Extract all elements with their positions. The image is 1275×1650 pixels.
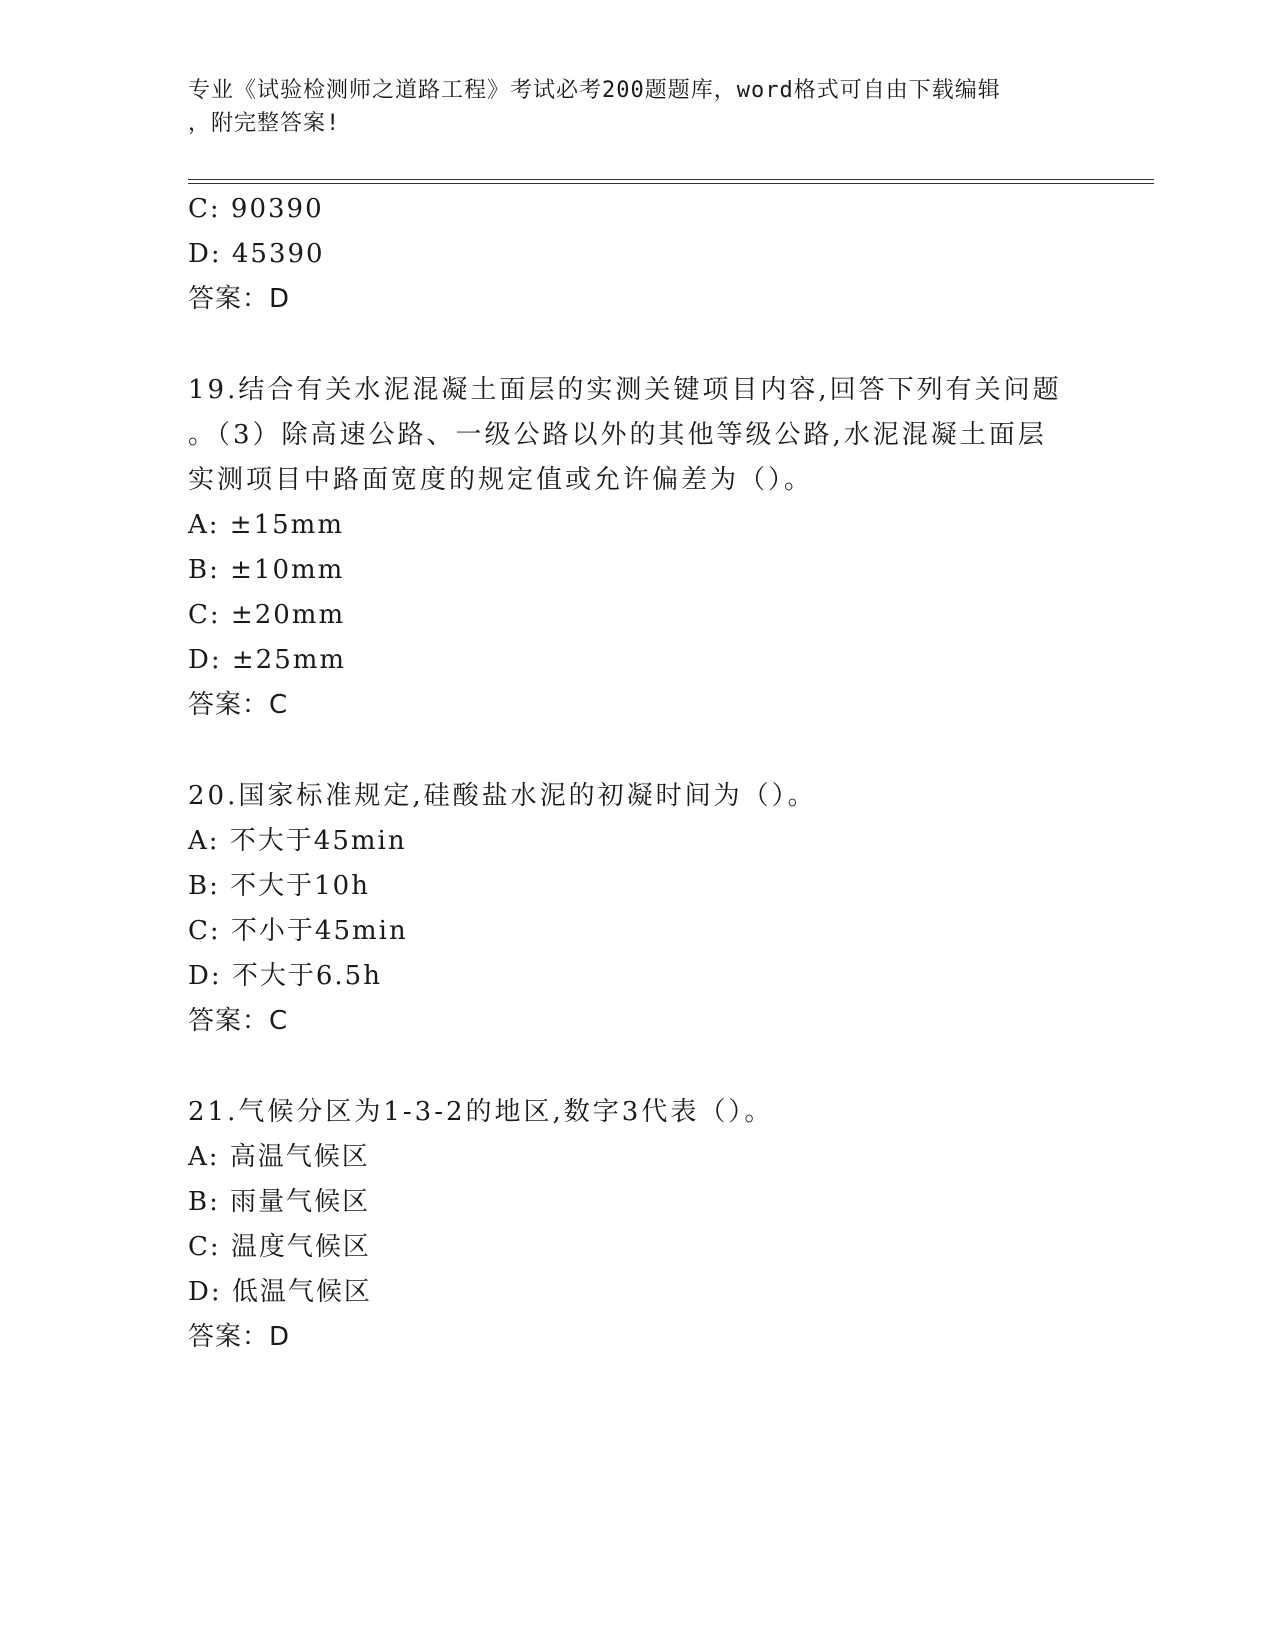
q21-option-d: D: 低温气候区	[188, 1277, 372, 1307]
q20-option-d: D: 不大于6.5h	[188, 961, 382, 991]
q21-option-c: C: 温度气候区	[188, 1232, 371, 1262]
q20-option-b: B: 不大于10h	[188, 871, 370, 901]
q20-option-a: A: 不大于45min	[188, 826, 407, 856]
header-title-line: 专业《试验检测师之道路工程》考试必考200题题库，word格式可自由下载编辑	[188, 78, 1001, 103]
q21-answer: 答案：D	[188, 1322, 291, 1352]
q19-text-line-1: 19.结合有关水泥混凝土面层的实测关键项目内容,回答下列有关问题	[188, 375, 1062, 405]
header-divider-top	[188, 179, 1154, 180]
q19-text-line-3: 实测项目中路面宽度的规定值或允许偏差为（）。	[188, 465, 814, 495]
q19-text-line-2: 。（3）除高速公路、一级公路以外的其他等级公路,水泥混凝土面层	[188, 420, 1047, 450]
q19-option-a: A: ±15mm	[188, 510, 344, 540]
q19-option-d: D: ±25mm	[188, 645, 347, 675]
q21-text-line-1: 21.气候分区为1-3-2的地区,数字3代表（）。	[188, 1097, 774, 1127]
q21-option-a: A: 高温气候区	[188, 1142, 370, 1172]
header-divider-bottom	[188, 183, 1154, 184]
q21-option-b: B: 雨量气候区	[188, 1187, 371, 1217]
q18-option-c: C: 90390	[188, 194, 324, 224]
q18-option-d: D: 45390	[188, 239, 325, 269]
q20-answer: 答案：C	[188, 1006, 289, 1036]
q18-answer: 答案：D	[188, 284, 291, 314]
q19-option-b: B: ±10mm	[188, 555, 345, 585]
document-header	[188, 74, 1088, 140]
q20-text-line-1: 20.国家标准规定,硅酸盐水泥的初凝时间为（）。	[188, 781, 817, 811]
header-subtitle-line: ，附完整答案!	[188, 111, 341, 136]
q19-answer: 答案：C	[188, 690, 289, 720]
q19-option-c: C: ±20mm	[188, 600, 346, 630]
q20-option-c: C: 不小于45min	[188, 916, 408, 946]
